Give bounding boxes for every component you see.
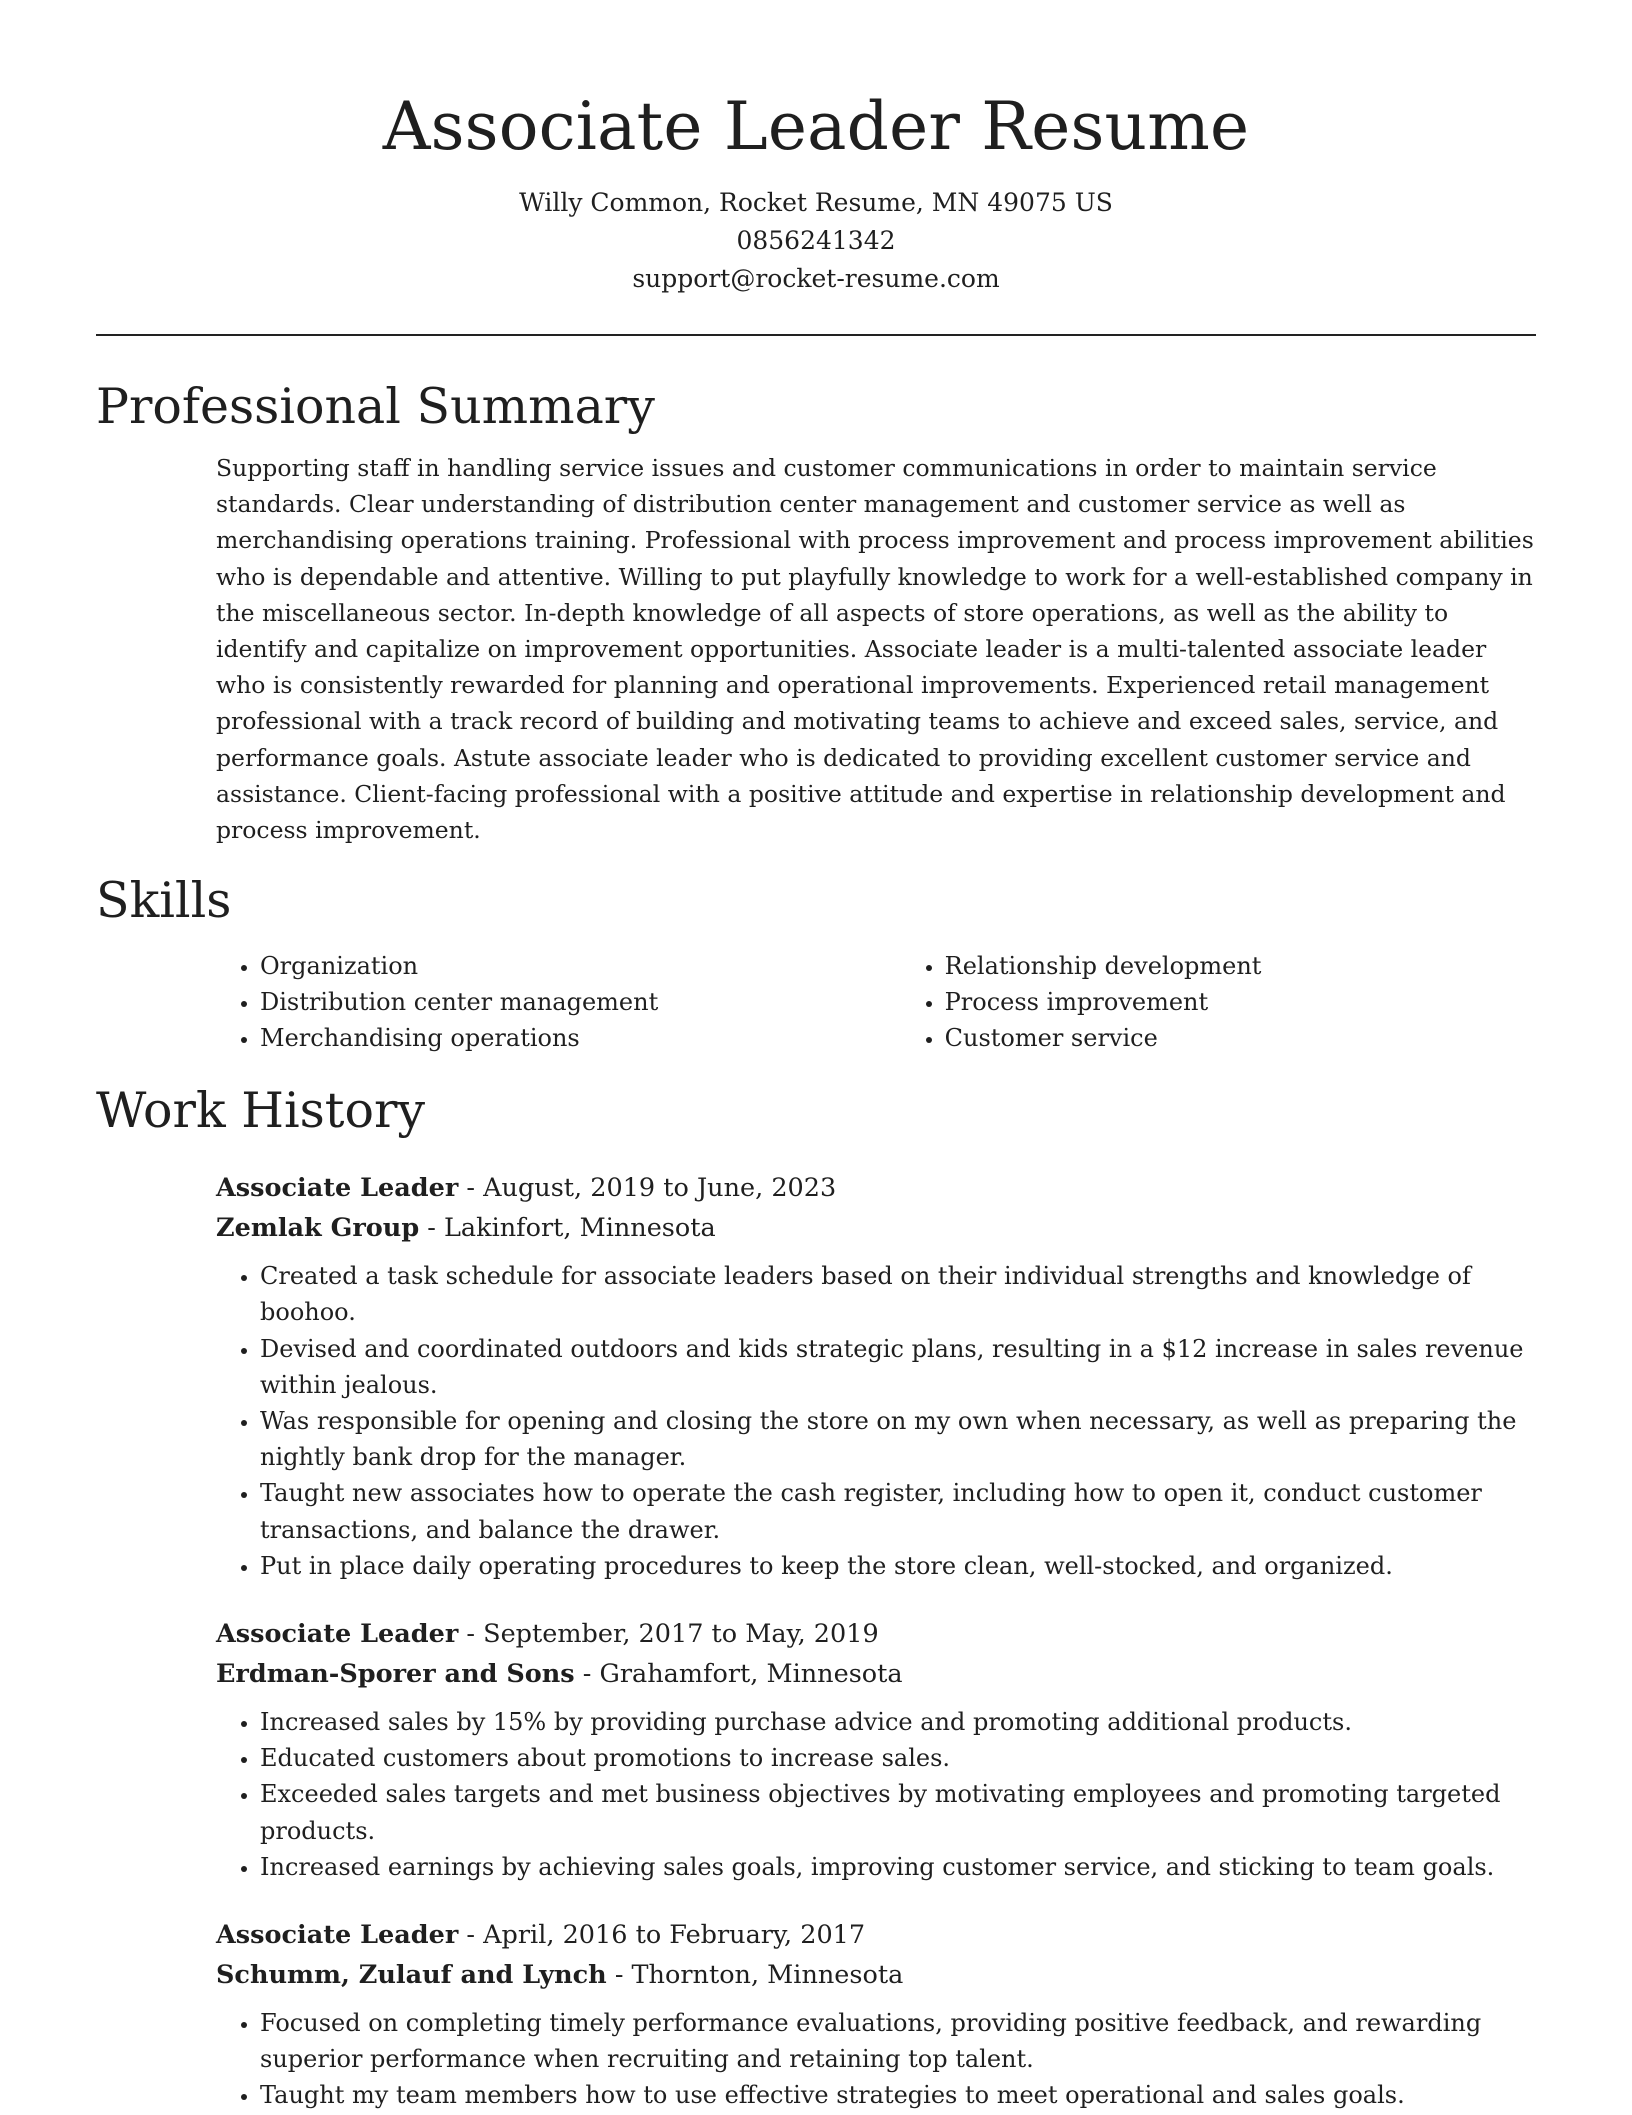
contact-address: Willy Common, Rocket Resume, MN 49075 US: [519, 188, 1113, 217]
job-bullets: [216, 1258, 1536, 1584]
job-title-line: [216, 1915, 1536, 1955]
job-bullet: • Educated customers about promotions to increase sales.: [260, 1740, 1536, 1776]
skill-item: • Merchandising operations: [260, 1020, 901, 1056]
job-title-line: [216, 1168, 1536, 1208]
job-dates: - August, 2019 to June, 2023: [458, 1173, 837, 1204]
skill-item: • Process improvement: [945, 984, 1536, 1020]
job-dates: - September, 2017 to May, 2019: [458, 1619, 879, 1650]
job-bullet: • Devised and coordinated outdoors and kids strategic plans, resulting in a $12 increase in sales revenue within jealous.: [260, 1331, 1536, 1403]
skills-heading: Skills: [96, 872, 232, 930]
job-entry: [216, 1168, 1536, 1584]
job-company: Erdman-Sporer and Sons: [216, 1659, 575, 1690]
skill-item: • Distribution center management: [260, 984, 901, 1020]
skills-list: [216, 948, 1536, 1056]
job-bullets: [216, 2005, 1536, 2114]
job-bullet: • Created a task schedule for associate leaders based on their individual strengths and knowledge of boohoo.: [260, 1258, 1536, 1330]
skill-item: • Customer service: [945, 1020, 1536, 1056]
job-location: - Thornton, Minnesota: [606, 1960, 904, 1991]
job-dates: - April, 2016 to February, 2017: [458, 1920, 866, 1951]
job-bullet: • Taught new associates how to operate the cash register, including how to open it, conduct customer transactions, and balance the drawer.: [260, 1475, 1536, 1547]
resume-header: [96, 0, 1536, 298]
header-divider: [96, 334, 1536, 336]
job-company-line: [216, 1208, 1536, 1248]
job-bullet: • Focused on completing timely performance evaluations, providing positive feedback, and rewarding superior performance when recruiting and retaining top talent.: [260, 2005, 1536, 2077]
job-title-line: [216, 1614, 1536, 1654]
job-entry: [216, 1614, 1536, 1885]
job-role: Associate Leader: [216, 1173, 459, 1204]
job-bullets: [216, 1704, 1536, 1885]
job-bullet: • Taught my team members how to use effective strategies to meet operational and sales goals.: [260, 2077, 1536, 2113]
summary-heading: Professional Summary: [96, 378, 655, 435]
work-history-heading: Work History: [96, 1082, 426, 1140]
job-bullet: • Was responsible for opening and closing the store on my own when necessary, as well as preparing the nightly bank drop for the manager.: [260, 1403, 1536, 1475]
skill-item: • Organization: [260, 948, 901, 984]
contact-phone: 0856241342: [736, 226, 896, 255]
job-company: Zemlak Group: [216, 1213, 420, 1244]
job-bullet: • Increased sales by 15% by providing purchase advice and promoting additional products.: [260, 1704, 1536, 1740]
job-role: Associate Leader: [216, 1619, 459, 1650]
resume-title: Associate Leader Resume: [382, 88, 1250, 165]
job-location: - Grahamfort, Minnesota: [574, 1659, 903, 1690]
skills-column-left: [216, 948, 901, 1056]
resume-page: [96, 0, 1536, 2114]
summary-text: Supporting staff in handling service issues and customer communications in order to maintain service standards. Clear understanding of distribution center management and customer service as well as merchandising operations training. Professional with process improvement and process improvement abilities who is dependable and attentive. Willing to put playfully knowledge to work for a well-established company in the miscellaneous sector. In-depth knowledge of all aspects of store operations, as well as the ability to identify and capitalize on improvement opportunities. Associate leader is a multi-talented associate leader who is consistently rewarded for planning and operational improvements. Experienced retail management professional with a track record of building and motivating teams to achieve and exceed sales, service, and performance goals. Astute associate leader who is dedicated to providing excellent customer service and assistance. Client-facing professional with a positive attitude and expertise in relationship development and process improvement.: [216, 454, 1534, 845]
skills-column-right: [901, 948, 1536, 1056]
job-bullet: • Exceeded sales targets and met business objectives by motivating employees and promoting targeted products.: [260, 1776, 1536, 1848]
job-bullet: • Put in place daily operating procedures to keep the store clean, well-stocked, and organized.: [260, 1548, 1536, 1584]
job-location: - Lakinfort, Minnesota: [419, 1213, 716, 1244]
job-bullet: • Increased earnings by achieving sales goals, improving customer service, and sticking to team goals.: [260, 1849, 1536, 1885]
job-company: Schumm, Zulauf and Lynch: [216, 1960, 607, 1991]
job-company-line: [216, 1654, 1536, 1694]
job-entry: [216, 1915, 1536, 2114]
job-company-line: [216, 1955, 1536, 1995]
job-role: Associate Leader: [216, 1920, 459, 1951]
skill-item: • Relationship development: [945, 948, 1536, 984]
contact-email: support@rocket-resume.com: [632, 264, 1000, 293]
